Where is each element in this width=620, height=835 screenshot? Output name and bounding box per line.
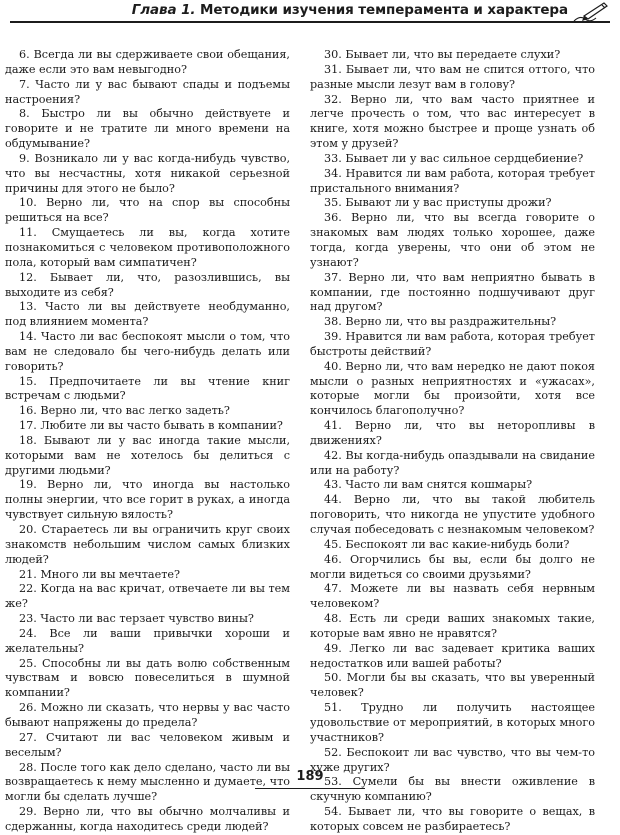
footer-rule xyxy=(255,788,365,789)
question-item: 9. Возникало ли у вас когда-нибудь чувство, что вы несчастны, хотя никакой серьезной причины для этого не было? xyxy=(5,151,290,195)
question-item: 27. Считают ли вас человеком живым и веселым? xyxy=(5,730,290,759)
question-item: 38. Верно ли, что вы раздражительны? xyxy=(324,315,557,329)
chapter-title: Методики изучения темперамента и характера xyxy=(200,2,568,18)
question-item: 17. Любите ли вы часто бывать в компании? xyxy=(19,419,283,433)
pen-icon xyxy=(572,1,610,23)
question-item: 32. Верно ли, что вам часто приятнее и легче прочесть о том, что вас интересует в книге, хотя можно быстрее и проще узнать об этом у друзей? xyxy=(310,92,595,151)
question-item: 26. Можно ли сказать, что нервы у вас часто бывают напряжены до предела? xyxy=(5,701,290,729)
question-item: 51. Трудно ли получить настоящее удовольствие от мероприятий, в которых много участников? xyxy=(310,701,595,744)
question-item: 24. Все ли ваши привычки хороши и желательны? xyxy=(5,626,290,655)
question-item: 15. Предпочитаете ли вы чтение книг встречам с людьми? xyxy=(5,374,290,403)
page-header xyxy=(0,0,620,24)
question-item: 39. Нравится ли вам работа, которая требует быстроты действий? xyxy=(310,330,595,358)
question-item: 48. Есть ли среди ваших знакомых такие, которые вам явно не нравятся? xyxy=(310,612,595,640)
question-item: 54. Бывает ли, что вы говорите о вещах, в которых совсем не разбираетесь? xyxy=(310,805,595,833)
left-column xyxy=(5,48,290,835)
question-item: 10. Верно ли, что на спор вы способны решиться на все? xyxy=(5,196,290,225)
question-item: 23. Часто ли вас терзает чувство вины? xyxy=(19,612,254,626)
right-column xyxy=(310,48,595,835)
question-item: 47. Можете ли вы назвать себя нервным человеком? xyxy=(310,582,595,611)
question-item: 19. Верно ли, что иногда вы настолько полны энергии, что все горит в руках, а иногда чувствует сильную вялость? xyxy=(5,478,290,522)
question-item: 21. Много ли вы мечтаете? xyxy=(19,567,181,581)
question-item: 13. Часто ли вы действуете необдуманно, под влиянием момента? xyxy=(5,300,290,329)
question-item: 33. Бывает ли у вас сильное сердцебиение? xyxy=(324,151,584,165)
header-rule xyxy=(10,21,610,23)
question-item: 50. Могли бы вы сказать, что вы уверенный человек? xyxy=(310,671,595,700)
question-item: 44. Верно ли, что вы такой любитель поговорить, что никогда не упустите удобного случая побеседовать с незнакомым человеком? xyxy=(310,493,595,536)
question-item: 14. Часто ли вас беспокоят мысли о том, что вам не следовало бы чего-нибудь делать или говорить? xyxy=(5,330,290,373)
question-item: 45. Беспокоят ли вас какие-нибудь боли? xyxy=(324,537,570,551)
question-item: 8. Быстро ли вы обычно действуете и говорите и не тратите ли много времени на обдумывание? xyxy=(5,107,290,151)
question-item: 52. Беспокоит ли вас чувство, что вы чем-то хуже других? xyxy=(310,745,595,774)
question-item: 34. Нравится ли вам работа, которая требует пристального внимания? xyxy=(310,166,595,195)
question-item: 46. Огорчились бы вы, если бы долго не могли видеться со своими друзьями? xyxy=(310,552,595,581)
question-item: 6. Всегда ли вы сдерживаете свои обещания, даже если это вам невыгодно? xyxy=(5,48,290,76)
question-item: 11. Смущаетесь ли вы, когда хотите познакомиться с человеком противоположного пола, который вам симпатичен? xyxy=(5,226,290,269)
question-item: 31. Бывает ли, что вам не спится оттого, что разные мысли лезут вам в голову? xyxy=(310,62,595,91)
question-item: 7. Часто ли у вас бывают спады и подъемы настроения? xyxy=(5,77,290,106)
question-item: 20. Стараетесь ли вы ограничить круг своих знакомств небольшим числом самых близких людей? xyxy=(5,523,290,566)
question-item: 49. Легко ли вас задевает критика ваших недостатков или вашей работы? xyxy=(310,641,595,670)
question-item: 43. Часто ли вам снятся кошмары? xyxy=(324,478,533,492)
question-item: 22. Когда на вас кричат, отвечаете ли вы тем же? xyxy=(5,582,290,611)
question-item: 35. Бывают ли у вас приступы дрожи? xyxy=(324,196,552,210)
question-item: 25. Способны ли вы дать волю собственным чувствам и вовсю повеселиться в шумной компании? xyxy=(5,656,290,700)
question-item: 28. После того как дело сделано, часто ли вы возвращаетесь к нему мысленно и думаете, что могли бы сделать лучше? xyxy=(5,760,290,804)
running-head xyxy=(132,2,568,18)
chapter-label: Глава 1. xyxy=(131,2,196,18)
question-item: 18. Бывают ли у вас иногда такие мысли, которыми вам не хотелось бы делиться с другими людьми? xyxy=(5,433,290,477)
question-item: 36. Верно ли, что вы всегда говорите о знакомых вам людях только хорошее, даже тогда, когда уверены, что они об этом не узнают? xyxy=(310,211,595,269)
question-item: 53. Сумели бы вы внести оживление в скучную компанию? xyxy=(310,775,595,804)
question-item: 29. Верно ли, что вы обычно молчаливы и сдержанны, когда находитесь среди людей? xyxy=(5,805,290,833)
question-item: 12. Бывает ли, что, разозлившись, вы выходите из себя? xyxy=(5,270,290,299)
question-item: 37. Верно ли, что вам неприятно бывать в компании, где постоянно подшучивают друг над другом? xyxy=(310,270,595,314)
question-item: 40. Верно ли, что вам нередко не дают покоя мысли о разных неприятностях и «ужасах», которые могли бы произойти, хотя все кончилось благополучно? xyxy=(310,359,595,418)
question-item: 42. Вы когда-нибудь опаздывали на свидание или на работу? xyxy=(310,448,595,477)
question-item: 30. Бывает ли, что вы передаете слухи? xyxy=(324,48,561,61)
question-item: 16. Верно ли, что вас легко задеть? xyxy=(19,404,230,418)
page-number: 189 xyxy=(296,769,324,784)
question-item: 41. Верно ли, что вы неторопливы в движениях? xyxy=(310,419,595,447)
